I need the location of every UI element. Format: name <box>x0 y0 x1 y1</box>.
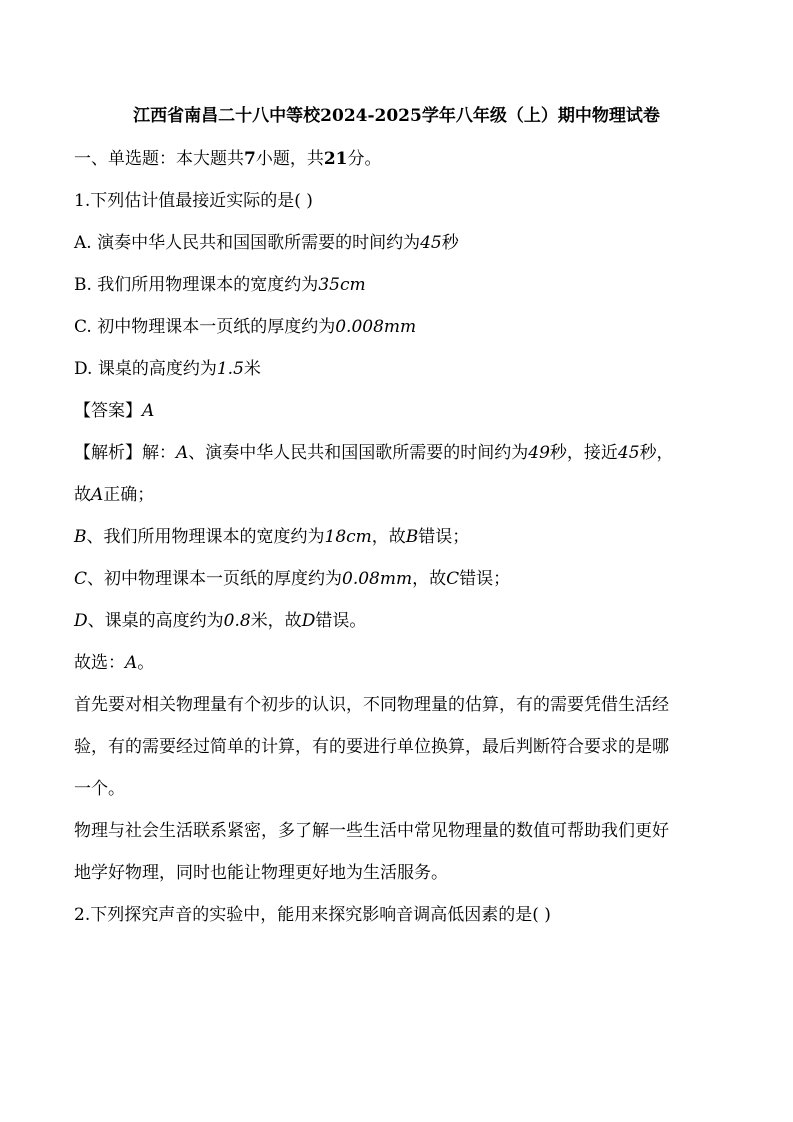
analysis-text: 错误； <box>459 569 511 589</box>
analysis-option-c-ref: C <box>74 569 88 589</box>
option-d-unit: 米 <box>243 359 261 379</box>
explanation-paragraph-1-line-3: 一个。 <box>74 779 125 799</box>
analysis-option-b-ref: B <box>74 527 87 547</box>
analysis-option-a-ref: A <box>176 443 189 463</box>
answer-value: A <box>142 401 155 421</box>
analysis-option-a-ref: A <box>125 653 138 673</box>
analysis-label: 【解析】解： <box>74 443 176 463</box>
section-prefix: 一、单选题：本大题共 <box>74 149 244 169</box>
analysis-option-d-ref: D <box>74 611 88 631</box>
section-suffix: 分。 <box>347 149 382 169</box>
analysis-text: 。 <box>137 653 155 673</box>
analysis-text: 秒， <box>639 443 674 463</box>
analysis-text: 、课桌的高度约为 <box>87 611 224 631</box>
option-d <box>74 357 734 381</box>
analysis-option-d-ref: D <box>301 611 316 631</box>
explanation-paragraph-2-line-1: 物理与社会生活联系紧密，多了解一些生活中常见物理量的数值可帮助我们更好 <box>74 821 669 841</box>
analysis-text: 、初中物理课本一页纸的厚度约为 <box>87 569 343 589</box>
explanation-paragraph-1-line-2: 验，有的需要经过简单的计算，有的要进行单位换算，最后判断符合要求的是哪 <box>74 737 669 757</box>
analysis-line-2 <box>74 483 734 507</box>
analysis-option-c-ref: C <box>446 569 460 589</box>
explanation-paragraph-2-line-2: 地学好物理，同时也能让物理更好地为生活服务。 <box>74 863 448 883</box>
question-2-stem: 2.下列探究声音的实验中，能用来探究影响音调高低因素的是( ) <box>74 905 551 925</box>
analysis-text: 秒，接近 <box>549 443 618 463</box>
option-b <box>74 273 734 297</box>
option-d-text: D. 课桌的高度约为 <box>74 359 217 379</box>
analysis-text: 米，故 <box>250 611 302 631</box>
option-b-value: 35cm <box>318 275 366 295</box>
option-a-value: 45 <box>420 233 442 253</box>
analysis-value: 0.8 <box>223 611 251 631</box>
section-mid: 小题，共 <box>255 149 324 169</box>
analysis-text: 故 <box>74 485 91 505</box>
option-a-text: A. 演奏中华人民共和国国歌所需要的时间约为 <box>74 233 421 253</box>
analysis-line-1 <box>74 441 734 465</box>
analysis-line-5 <box>74 609 734 633</box>
question-1-stem: 1.下列估计值最接近实际的是( ) <box>74 191 313 211</box>
analysis-text: 正确； <box>103 485 155 505</box>
option-c-value: 0.008mm <box>335 317 417 337</box>
section-heading <box>74 147 734 171</box>
option-b-text: B. 我们所用物理课本的宽度约为 <box>74 275 319 295</box>
analysis-text: ，故 <box>412 569 447 589</box>
answer-label: 【答案】 <box>74 401 142 421</box>
analysis-text: 故选： <box>74 653 125 673</box>
analysis-line-3 <box>74 525 734 549</box>
option-a <box>74 231 734 255</box>
analysis-value: 45 <box>617 443 640 463</box>
analysis-text: 错误； <box>418 527 470 547</box>
option-d-value: 1.5 <box>216 359 244 379</box>
explanation-paragraph-1-line-1: 首先要对相关物理量有个初步的认识，不同物理量的估算，有的需要凭借生活经 <box>74 695 669 715</box>
analysis-text: 、我们所用物理课本的宽度约为 <box>86 527 325 547</box>
analysis-text: 、演奏中华人民共和国国歌所需要的时间约为 <box>188 443 529 463</box>
option-c <box>74 315 734 339</box>
option-c-text: C. 初中物理课本一页纸的厚度约为 <box>74 317 336 337</box>
answer-line <box>74 399 734 423</box>
section-score: 21 <box>323 149 348 169</box>
analysis-choice <box>74 651 734 675</box>
question-count: 7 <box>244 149 256 169</box>
page-title: 江西省南昌二十八中等校2024-2025学年八年级（上）期中物理试卷 <box>133 106 660 126</box>
analysis-text: 错误。 <box>315 611 367 631</box>
analysis-text: ，故 <box>371 527 406 547</box>
analysis-line-4 <box>74 567 734 591</box>
analysis-option-b-ref: B <box>405 527 419 547</box>
option-a-unit: 秒 <box>441 233 459 253</box>
analysis-value: 49 <box>528 443 550 463</box>
analysis-value: 18cm <box>324 527 372 547</box>
analysis-option-a-ref: A <box>91 485 104 505</box>
analysis-value: 0.08mm <box>342 569 413 589</box>
